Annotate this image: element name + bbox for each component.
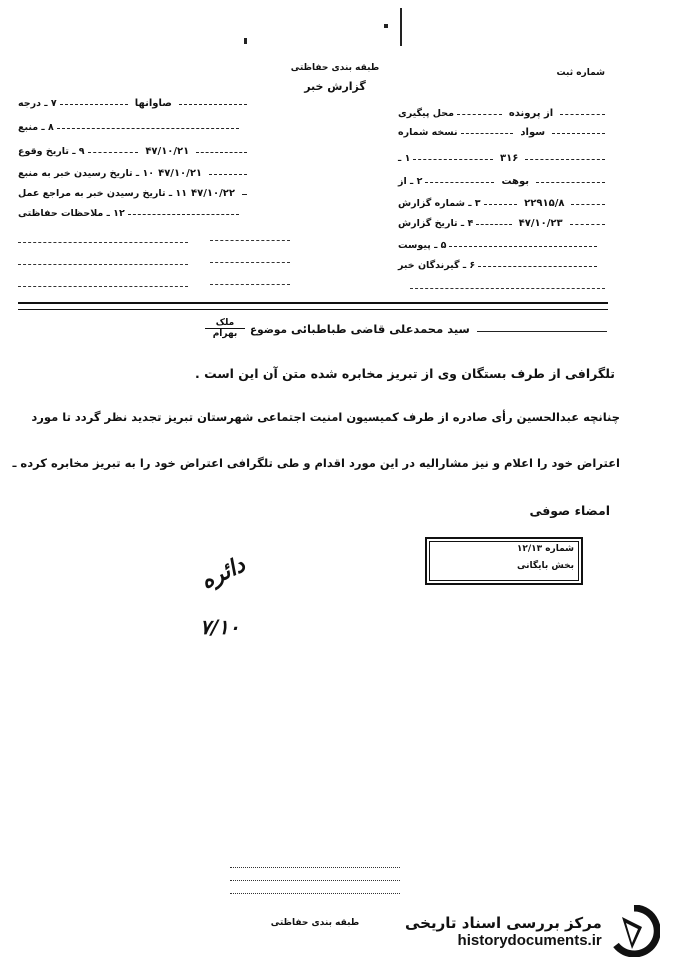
scan-mark [244, 38, 247, 44]
signature: امضاء صوفی [529, 503, 610, 518]
field-right-4: ۴ ـ تاریخ گزارش ۴۷/۱۰/۲۳ [398, 218, 608, 229]
separator-line [18, 302, 608, 304]
blank-line [210, 262, 290, 263]
field-right-3: ۳ ـ شماره گزارش ۲۲۹۱۵/۸ [398, 198, 608, 209]
copy-label: شماره ثبت [556, 68, 605, 78]
watermark-fa: مرکز بررسی اسناد تاریخی [405, 913, 602, 932]
body-paragraph: تلگرافی از طرف بستگان وی از تبریز مخابره شده متن آن این است . [195, 366, 615, 381]
blank-line [18, 286, 188, 287]
classification-top: طبقه بندی حفاظتی [290, 63, 380, 73]
field-right-1: ۱ ـ ۳۱۶ [398, 153, 608, 164]
scan-mark [230, 880, 400, 881]
classification-bottom: طبقه بندی حفاظتی [270, 918, 360, 928]
archive-watermark [405, 905, 660, 957]
field-left-7: ۷ ـ درجه صاوانها [18, 98, 250, 109]
scan-mark [230, 867, 400, 868]
field-right-5: ۵ ـ پیوست [398, 240, 608, 251]
body-paragraph: اعتراض خود را اعلام و نیز مشارالیه در این مورد اقدام و طی تلگرافی اعتراض خود را به تبریز مخابره کرده ـ [12, 456, 620, 470]
blank-line [18, 242, 188, 243]
archive-logo-icon [608, 905, 660, 957]
blank-line [210, 284, 290, 285]
field-left-9: ۹ ـ تاریخ وقوع ۴۷/۱۰/۲۱ [18, 146, 250, 157]
scan-mark [400, 8, 402, 46]
subject-text: سید محمدعلی قاضی طباطبائی [291, 322, 470, 336]
field-right-copy: نسخه شماره سواد [398, 127, 608, 138]
margin-note: ملک بهرام [205, 318, 245, 339]
subject-line: موضوع سید محمدعلی قاضی طباطبائی [250, 322, 610, 336]
blank-line [410, 288, 605, 289]
field-left-8: ۸ ـ منبع [18, 122, 250, 133]
registry-stamp: شماره ۱۲/۱۳ بخش بایگانی [425, 537, 583, 585]
scan-mark [384, 24, 388, 28]
watermark-en: historydocuments.ir [457, 931, 602, 949]
field-left-11: ۱۱ ـ تاریخ رسیدن خبر به مراجع عمل ۴۷/۱۰/۲۲ [18, 188, 250, 199]
handwritten-note: دائره [196, 551, 250, 595]
separator-line [18, 309, 608, 310]
field-left-12: ۱۲ ـ ملاحظات حفاظتی [18, 208, 250, 219]
body-paragraph: چنانچه عبدالحسین رأی صادره از طرف کمیسیون امنیت اجتماعی شهرستان تبریز تجدید نظر گردد تا مورد [31, 410, 620, 424]
blank-line [18, 264, 188, 265]
field-right-origin: محل پیگیری از پرونده [398, 108, 608, 119]
blank-line [210, 240, 290, 241]
report-title: گزارش خبر [304, 80, 366, 93]
field-right-2: ۲ ـ از بوهت [398, 176, 608, 187]
field-left-10: ۱۰ ـ تاریخ رسیدن خبر به منبع ۴۷/۱۰/۲۱ [18, 168, 250, 179]
scan-mark [230, 893, 400, 894]
field-right-6: ۶ ـ گیرندگان خبر [398, 260, 608, 271]
handwritten-note: ۷/۱۰ [200, 615, 240, 639]
